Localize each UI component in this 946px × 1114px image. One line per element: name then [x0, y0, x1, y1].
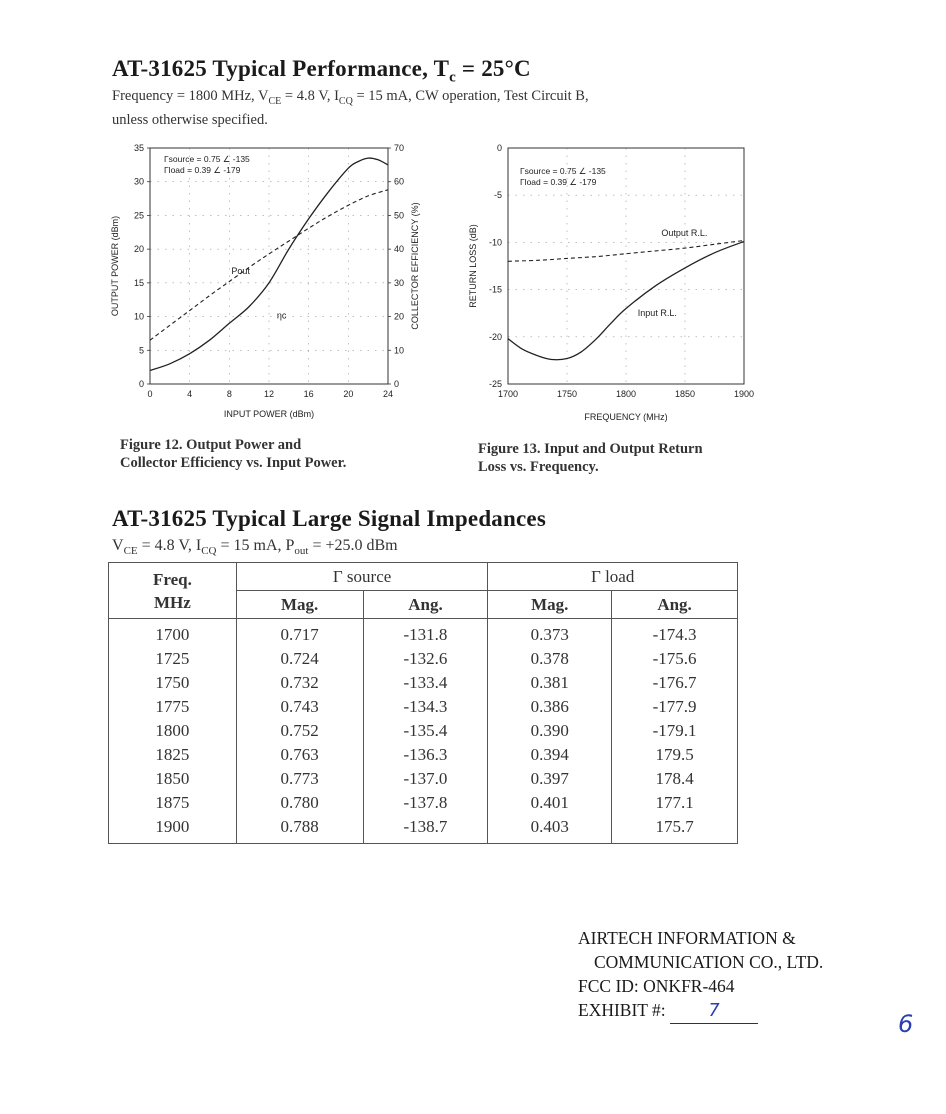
cell-load-mag: 0.403 — [488, 815, 612, 844]
impedance-conditions: $V_{CE} = 4.8$ V, $I_{CQ} = 15$ mA, $P_{out} = +25.0$ dBm — [112, 537, 398, 558]
cell-source-ang: -133.4 — [363, 671, 488, 695]
stamp-exhibit: EXHIBIT #: 7 — [578, 998, 823, 1024]
x-tick-label: 4 — [187, 389, 193, 399]
x-tick-label: 20 — [343, 389, 354, 399]
cell-source-mag: 0.743 — [236, 695, 363, 719]
impedance-title: AT-31625 Typical Large Signal Impedances — [112, 506, 546, 531]
x-axis-label: INPUT POWER (dBm) — [223, 409, 315, 419]
cell-load-mag: 0.390 — [488, 719, 612, 743]
cell-load-ang: 179.5 — [612, 743, 738, 767]
header-source-ang: Ang. — [363, 591, 488, 619]
table-row — [109, 695, 738, 719]
y-tick-label: 15 — [133, 277, 144, 288]
label-input-rl: Input R.L. — [637, 308, 677, 319]
y-tick-label: -25 — [488, 379, 502, 389]
cell-source-mag: 0.773 — [236, 767, 363, 791]
cell-source-ang: -135.4 — [363, 719, 488, 743]
cell-freq: 1875 — [109, 791, 237, 815]
series-output-rl-line — [508, 241, 744, 262]
cell-source-ang: -131.8 — [363, 619, 488, 648]
x-tick-label: 1800 — [615, 389, 637, 399]
x-tick-label: 0 — [147, 389, 153, 399]
cell-source-mag: 0.752 — [236, 719, 363, 743]
cell-source-ang: -132.6 — [363, 647, 488, 671]
cell-source-mag: 0.717 — [236, 619, 363, 648]
cell-load-ang: -177.9 — [612, 695, 738, 719]
x-tick-label: 12 — [263, 389, 275, 399]
cell-source-mag: 0.780 — [236, 791, 363, 815]
y-tick-label: 30 — [133, 176, 144, 187]
impedance-table — [108, 562, 738, 844]
table-row — [109, 815, 738, 844]
stamp-company-line1: AIRTECH INFORMATION & — [578, 928, 796, 948]
y-tick-label: 0 — [496, 143, 502, 153]
cell-load-ang: 175.7 — [612, 815, 738, 844]
x-tick-label: 1850 — [674, 389, 696, 399]
y-tick-label: 5 — [138, 345, 144, 356]
cell-load-mag: 0.397 — [488, 767, 612, 791]
cell-load-ang: -175.6 — [612, 647, 738, 671]
cell-source-ang: -138.7 — [363, 815, 488, 844]
cell-load-mag: 0.386 — [488, 695, 612, 719]
cell-freq: 1900 — [109, 815, 237, 844]
table-row — [109, 767, 738, 791]
cell-freq: 1850 — [109, 767, 237, 791]
plot-frame — [150, 148, 388, 384]
fcc-stamp — [578, 926, 823, 1024]
series-input-rl-line — [508, 242, 744, 360]
cell-load-mag: 0.373 — [488, 619, 612, 648]
stamp-fcc-id: FCC ID: ONKFR-464 — [578, 976, 735, 996]
figure13-caption: Figure 13. Input and Output Return Loss vs. Frequency. — [478, 441, 703, 475]
y2-tick-label: 20 — [394, 311, 405, 322]
y-tick-label: 35 — [133, 143, 144, 153]
cell-load-ang: -174.3 — [612, 619, 738, 648]
x-tick-label: 1700 — [497, 389, 519, 399]
cell-load-ang: 177.1 — [612, 791, 738, 815]
y-tick-label: 20 — [133, 244, 144, 255]
table-row — [109, 743, 738, 767]
label-efficiency: ηc — [276, 310, 287, 321]
y2-tick-label: 50 — [394, 210, 405, 221]
stamp-company-line2: COMMUNICATION CO., LTD. — [594, 952, 824, 972]
cell-load-mag: 0.394 — [488, 743, 612, 767]
cell-load-ang: -176.7 — [612, 671, 738, 695]
y-axis-label: OUTPUT POWER (dBm) — [110, 215, 120, 317]
cell-load-mag: 0.378 — [488, 647, 612, 671]
x-tick-label: 8 — [226, 389, 232, 399]
table-row — [109, 647, 738, 671]
cell-load-ang: -179.1 — [612, 719, 738, 743]
y2-tick-label: 0 — [394, 379, 400, 389]
cell-load-mag: 0.381 — [488, 671, 612, 695]
header-gamma-source: Γ source — [236, 563, 488, 591]
figure13-chart — [460, 138, 780, 438]
table-row — [109, 719, 738, 743]
cell-freq: 1750 — [109, 671, 237, 695]
cell-freq: 1825 — [109, 743, 237, 767]
table-row — [109, 671, 738, 695]
figure12-caption: Figure 12. Output Power and Collector Efficiency vs. Input Power. — [120, 437, 347, 471]
exhibit-number: 7 — [670, 999, 758, 1024]
label-output-rl: Output R.L. — [661, 227, 708, 238]
performance-conditions: Frequency = 1800 MHz, $V_{CE} = 4.8$ V, $I_{CQ} = 15$ mA, CW operation, Test Circuit B, unless otherwise specified. — [112, 88, 589, 128]
y-tick-label: -15 — [488, 284, 502, 295]
y2-tick-label: 10 — [394, 345, 405, 356]
cell-load-ang: 178.4 — [612, 767, 738, 791]
y-axis-label: RETURN LOSS (dB) — [468, 224, 478, 308]
cell-load-mag: 0.401 — [488, 791, 612, 815]
header-load-mag: Mag. — [488, 591, 612, 619]
y2-tick-label: 30 — [394, 277, 405, 288]
series-efficiency-line — [150, 158, 388, 370]
cell-freq: 1800 — [109, 719, 237, 743]
legend-gamma-load: Γload = 0.39 ∠ -179 — [520, 177, 597, 187]
x-axis-label: FREQUENCY (MHz) — [584, 412, 668, 422]
figure12-chart — [104, 138, 434, 438]
y-tick-label: 25 — [133, 210, 144, 221]
cell-source-mag: 0.724 — [236, 647, 363, 671]
y2-axis-label: COLLECTOR EFFICIENCY (%) — [410, 202, 420, 330]
header-load-ang: Ang. — [612, 591, 738, 619]
x-tick-label: 1900 — [733, 389, 755, 399]
x-tick-label: 1750 — [556, 389, 578, 399]
header-gamma-load: Γ load — [488, 563, 738, 591]
y-tick-label: -20 — [488, 331, 502, 342]
header-source-mag: Mag. — [236, 591, 363, 619]
legend-gamma-load: Γload = 0.39 ∠ -179 — [164, 165, 241, 175]
label-pout: Pout — [231, 266, 250, 277]
cell-source-mag: 0.788 — [236, 815, 363, 844]
cell-source-mag: 0.732 — [236, 671, 363, 695]
y2-tick-label: 60 — [394, 176, 405, 187]
y2-tick-label: 70 — [394, 143, 405, 153]
y-tick-label: 0 — [138, 379, 144, 389]
cell-freq: 1725 — [109, 647, 237, 671]
table-row — [109, 619, 738, 648]
cell-source-mag: 0.763 — [236, 743, 363, 767]
cell-freq: 1700 — [109, 619, 237, 648]
y2-tick-label: 40 — [394, 244, 405, 255]
cell-source-ang: -137.0 — [363, 767, 488, 791]
table-row — [109, 791, 738, 815]
performance-title: AT-31625 Typical Performance, $T_c = 25^\circ C$ — [112, 56, 531, 86]
x-tick-label: 16 — [303, 389, 314, 399]
y-tick-label: 10 — [133, 311, 144, 322]
series-pout-line — [150, 190, 388, 340]
x-tick-label: 24 — [382, 389, 394, 399]
cell-source-ang: -136.3 — [363, 743, 488, 767]
cell-freq: 1775 — [109, 695, 237, 719]
margin-handwritten-mark: 6 — [898, 1010, 914, 1038]
y-tick-label: -10 — [488, 237, 502, 248]
header-freq: Freq. MHz — [109, 563, 237, 619]
cell-source-ang: -134.3 — [363, 695, 488, 719]
cell-source-ang: -137.8 — [363, 791, 488, 815]
legend-gamma-source: Γsource = 0.75 ∠ -135 — [520, 166, 606, 176]
legend-gamma-source: Γsource = 0.75 ∠ -135 — [164, 154, 250, 164]
y-tick-label: -5 — [493, 190, 502, 201]
